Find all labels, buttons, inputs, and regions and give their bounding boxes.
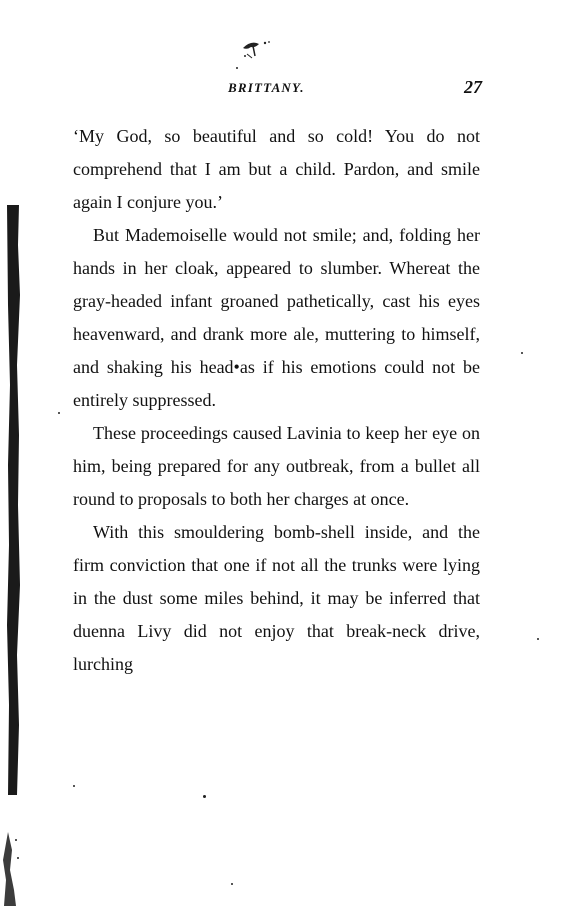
printer-ornament-icon <box>225 34 285 70</box>
page-number: 27 <box>464 77 482 97</box>
paragraph: These proceedings caused Lavinia to keep her eye on him, being prepared for any outbreak, from a bullet all round to proposals to both her charges at once. <box>73 423 480 509</box>
scan-speck <box>203 795 206 798</box>
scan-speck <box>231 883 233 885</box>
body-text <box>73 120 480 681</box>
paragraph: With this smouldering bomb-shell inside, and the firm conviction that one if not all the trunks were lying in the dust some miles behind, it may be inferred that duenna Livy did not enjoy that break-neck drive, lurching <box>73 522 480 674</box>
paragraph: ‘My God, so beautiful and so cold! You do not comprehend that I am but a child. Pardon, and smile again I conjure you.’ <box>73 126 480 212</box>
running-header <box>70 77 482 100</box>
paragraph: But Mademoiselle would not smile; and, folding her hands in her cloak, appeared to slumber. Whereat the gray-headed infant groaned pathetically, cast his eyes heavenward, and drank more ale, muttering to himself, and shaking his head•as if his emotions could not be entirely suppressed. <box>73 225 480 410</box>
running-title: BRITTANY. <box>228 80 305 95</box>
scan-speck <box>73 785 75 787</box>
scan-speck <box>537 638 539 640</box>
binding-shadow <box>5 205 21 795</box>
scan-speck <box>521 352 523 354</box>
bottom-edge-scan-noise <box>0 830 22 906</box>
scan-speck <box>58 412 60 414</box>
